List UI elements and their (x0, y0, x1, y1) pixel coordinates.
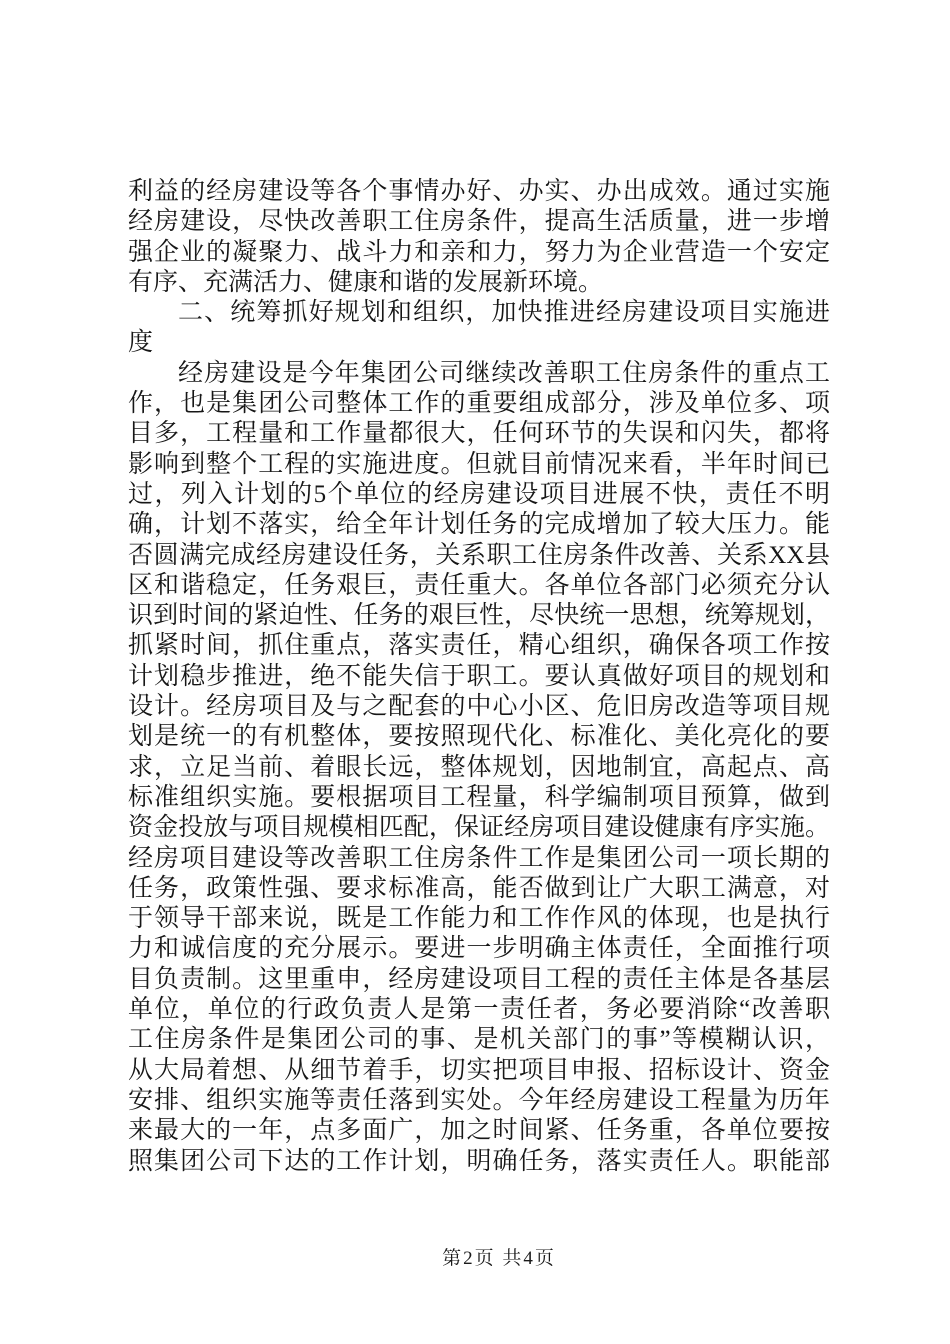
text-line: 目多，工程量和工作量都很大，任何环节的失误和闪失，都将 (128, 420, 830, 448)
text-line: 照集团公司下达的工作计划，明确任务，落实责任人。职能部 (128, 1147, 830, 1175)
text-line: 过，列入计划的5个单位的经房建设项目进展不快，责任不明 (128, 480, 830, 508)
text-line: 来最大的一年，点多面广，加之时间紧、任务重，各单位要按 (128, 1117, 830, 1145)
text-line: 资金投放与项目规模相匹配，保证经房项目建设健康有序实施。 (128, 814, 830, 842)
text-line: 求，立足当前、着眼长远，整体规划，因地制宜，高起点、高 (128, 753, 830, 781)
text-line: 任务，政策性强、要求标准高，能否做到让广大职工满意，对 (128, 874, 830, 902)
text-line: 计划稳步推进，绝不能失信于职工。要认真做好项目的规划和 (128, 662, 830, 690)
text-line: 抓紧时间，抓住重点，落实责任，精心组织，确保各项工作按 (128, 632, 830, 660)
text-line: 经房项目建设等改善职工住房条件工作是集团公司一项长期的 (128, 844, 830, 872)
text-line: 力和诚信度的充分展示。要进一步明确主体责任，全面推行项 (128, 935, 830, 963)
page-footer (0, 1243, 950, 1270)
text-line: 确，计划不落实，给全年计划任务的完成增加了较大压力。能 (128, 511, 830, 539)
text-line: 目负责制。这里重申，经房建设项目工程的责任主体是各基层 (128, 965, 830, 993)
text-line: 经房建设是今年集团公司继续改善职工住房条件的重点工 (178, 359, 830, 387)
text-line: 标准组织实施。要根据项目工程量，科学编制项目预算，做到 (128, 783, 830, 811)
text-line: 划是统一的有机整体，要按照现代化、标准化、美化亮化的要 (128, 723, 830, 751)
text-line: 影响到整个工程的实施进度。但就目前情况来看，半年时间已 (128, 450, 830, 478)
text-line: 强企业的凝聚力、战斗力和亲和力，努力为企业营造一个安定 (128, 238, 830, 266)
text-line: 二、统筹抓好规划和组织，加快推进经房建设项目实施进 (178, 299, 830, 327)
text-line: 否圆满完成经房建设任务，关系职工住房条件改善、关系XX县 (128, 541, 830, 569)
text-line: 经房建设，尽快改善职工住房条件，提高生活质量，进一步增 (128, 208, 830, 236)
text-line: 度 (128, 329, 154, 357)
text-line: 于领导干部来说，既是工作能力和工作作风的体现，也是执行 (128, 905, 830, 933)
text-line: 单位，单位的行政负责人是第一责任者，务必要消除“改善职 (128, 996, 830, 1024)
page-number-label: 第2页 共4页 (442, 1248, 556, 1269)
text-line: 作，也是集团公司整体工作的重要组成部分，涉及单位多、项 (128, 390, 830, 418)
text-line: 安排、组织实施等责任落到实处。今年经房建设工程量为历年 (128, 1086, 830, 1114)
text-line: 识到时间的紧迫性、任务的艰巨性，尽快统一思想，统筹规划， (128, 602, 830, 630)
text-line: 工住房条件是集团公司的事、是机关部门的事”等模糊认识， (128, 1026, 830, 1054)
text-line: 有序、充满活力、健康和谐的发展新环境。 (128, 268, 604, 296)
text-line: 区和谐稳定，任务艰巨，责任重大。各单位各部门必须充分认 (128, 571, 830, 599)
document-body (128, 177, 830, 1177)
text-line: 从大局着想、从细节着手，切实把项目申报、招标设计、资金 (128, 1056, 830, 1084)
text-line: 利益的经房建设等各个事情办好、办实、办出成效。通过实施 (128, 178, 830, 205)
text-line: 设计。经房项目及与之配套的中心小区、危旧房改造等项目规 (128, 693, 830, 721)
